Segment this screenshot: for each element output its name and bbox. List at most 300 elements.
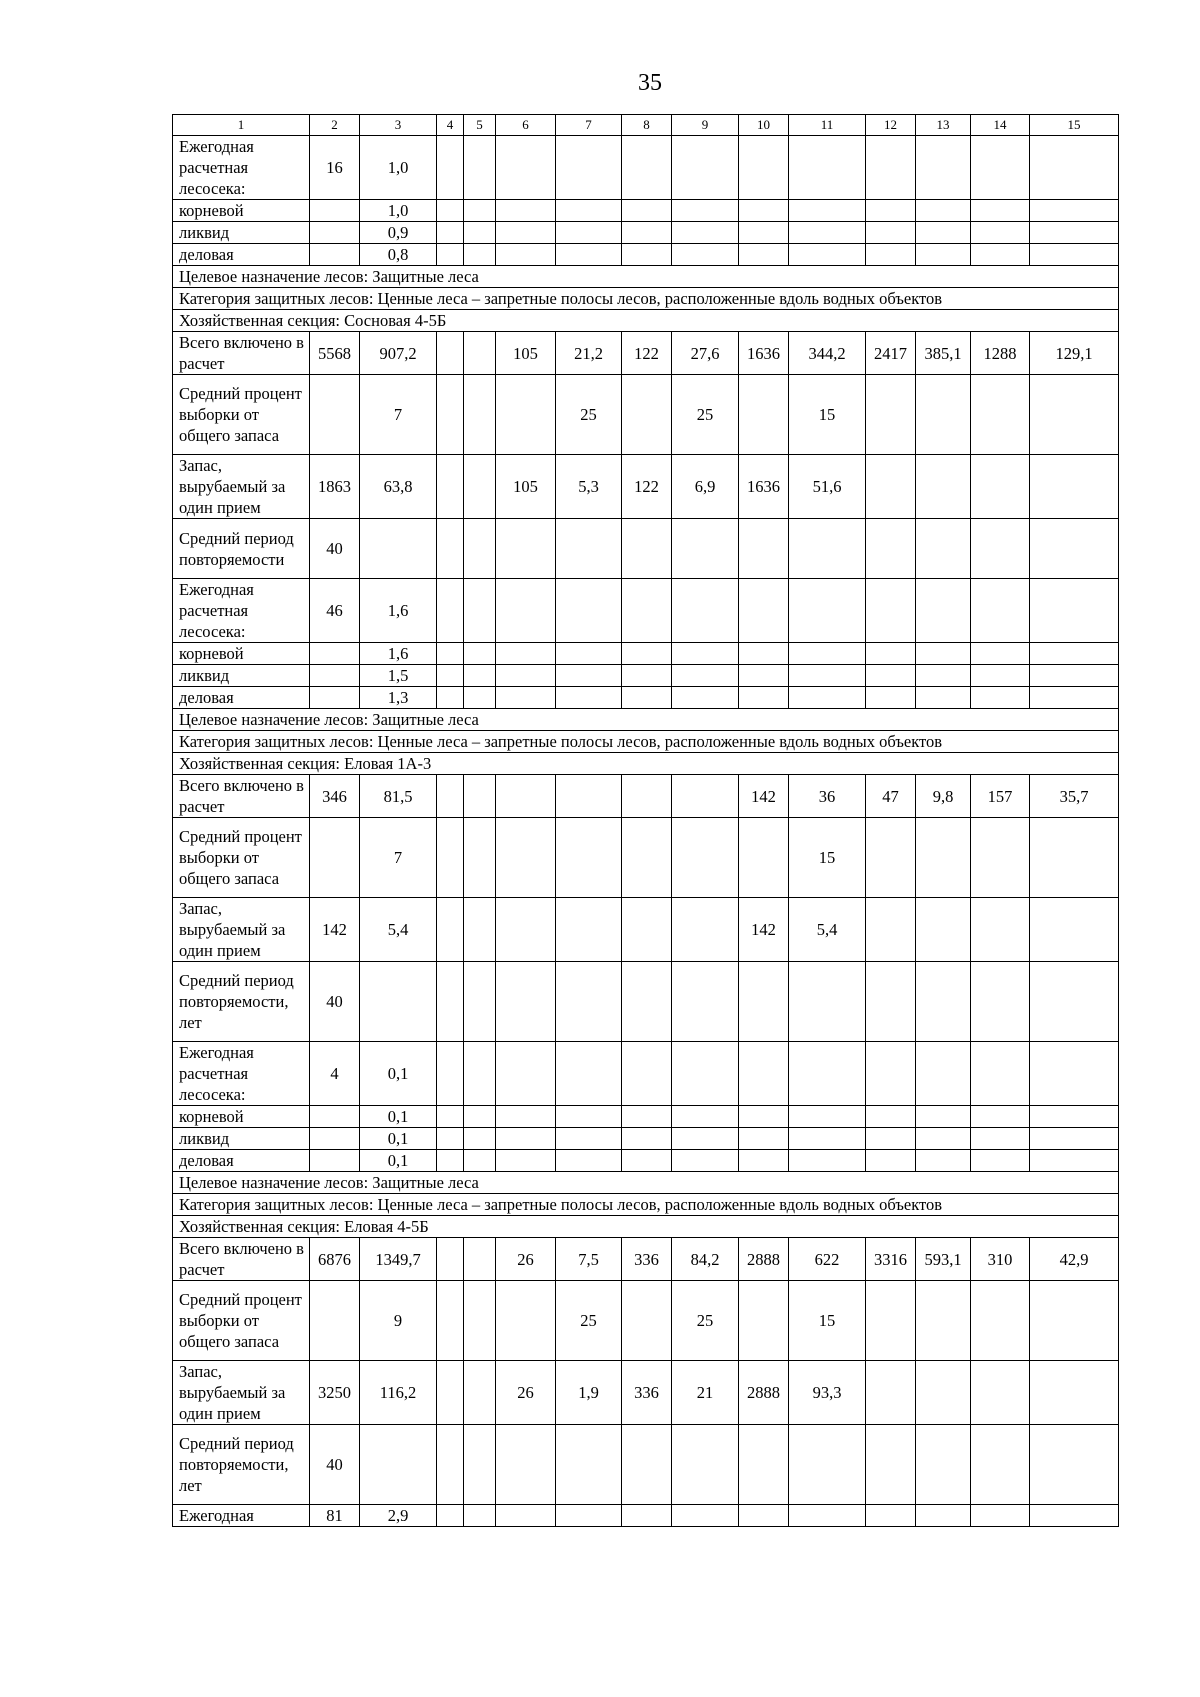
table-row — [173, 455, 1119, 519]
cell-col-2 — [310, 1150, 360, 1172]
cell-col-6: 26 — [496, 1238, 556, 1281]
column-header-15: 15 — [1030, 115, 1119, 136]
cell-col-7 — [556, 687, 622, 709]
table-row — [173, 775, 1119, 818]
cell-col-9 — [672, 643, 739, 665]
column-header-11: 11 — [789, 115, 866, 136]
row-label: Ежегодная расчетная лесосека: — [173, 136, 310, 200]
cell-col-13 — [916, 818, 971, 898]
cell-col-10 — [739, 579, 789, 643]
cell-col-4 — [437, 687, 464, 709]
cell-col-14: 310 — [971, 1238, 1030, 1281]
cell-col-7 — [556, 222, 622, 244]
cell-col-15 — [1030, 1106, 1119, 1128]
table-row — [173, 643, 1119, 665]
cell-col-9 — [672, 1106, 739, 1128]
header-row — [173, 115, 1119, 136]
cell-col-6 — [496, 665, 556, 687]
row-label: деловая — [173, 1150, 310, 1172]
cell-col-3: 116,2 — [360, 1361, 437, 1425]
row-label: Средний процент выборки от общего запаса — [173, 375, 310, 455]
cell-col-2 — [310, 1281, 360, 1361]
cell-col-7 — [556, 1505, 622, 1527]
cell-col-9 — [672, 898, 739, 962]
cell-col-7: 21,2 — [556, 332, 622, 375]
cell-col-9 — [672, 1150, 739, 1172]
section-caption: Целевое назначение лесов: Защитные леса — [173, 709, 1119, 731]
row-label: Ежегодная — [173, 1505, 310, 1527]
cell-col-8 — [622, 1281, 672, 1361]
cell-col-15 — [1030, 1361, 1119, 1425]
cell-col-4 — [437, 244, 464, 266]
cell-col-12 — [866, 1425, 916, 1505]
cell-col-13 — [916, 455, 971, 519]
row-label: корневой — [173, 200, 310, 222]
cell-col-4 — [437, 375, 464, 455]
cell-col-6 — [496, 962, 556, 1042]
cell-col-4 — [437, 200, 464, 222]
cell-col-6 — [496, 579, 556, 643]
table-row — [173, 1281, 1119, 1361]
cell-col-15 — [1030, 375, 1119, 455]
cell-col-8 — [622, 579, 672, 643]
cell-col-5 — [464, 665, 496, 687]
cell-col-8 — [622, 1150, 672, 1172]
cell-col-10 — [739, 1150, 789, 1172]
table-row — [173, 1106, 1119, 1128]
cell-col-15 — [1030, 519, 1119, 579]
section-caption: Хозяйственная секция: Сосновая 4-5Б — [173, 310, 1119, 332]
cell-col-15 — [1030, 136, 1119, 200]
cell-col-5 — [464, 1281, 496, 1361]
cell-col-5 — [464, 643, 496, 665]
cell-col-6 — [496, 1150, 556, 1172]
cell-col-12 — [866, 1505, 916, 1527]
table-row — [173, 1042, 1119, 1106]
cell-col-2: 346 — [310, 775, 360, 818]
table-row — [173, 818, 1119, 898]
row-label: деловая — [173, 244, 310, 266]
cell-col-12 — [866, 818, 916, 898]
cell-col-12 — [866, 136, 916, 200]
column-header-7: 7 — [556, 115, 622, 136]
cell-col-5 — [464, 332, 496, 375]
cell-col-10 — [739, 519, 789, 579]
cell-col-12 — [866, 687, 916, 709]
cell-col-7 — [556, 1042, 622, 1106]
cell-col-14 — [971, 200, 1030, 222]
cell-col-2: 46 — [310, 579, 360, 643]
table-row — [173, 665, 1119, 687]
cell-col-3 — [360, 1425, 437, 1505]
cell-col-13 — [916, 1505, 971, 1527]
cell-col-8 — [622, 222, 672, 244]
cell-col-11 — [789, 222, 866, 244]
cell-col-3: 2,9 — [360, 1505, 437, 1527]
cell-col-5 — [464, 1106, 496, 1128]
table-row — [173, 962, 1119, 1042]
section-row — [173, 709, 1119, 731]
cell-col-7 — [556, 579, 622, 643]
table-row — [173, 1505, 1119, 1527]
cell-col-3: 7 — [360, 375, 437, 455]
column-header-9: 9 — [672, 115, 739, 136]
cell-col-9 — [672, 962, 739, 1042]
cell-col-12 — [866, 1106, 916, 1128]
cell-col-10 — [739, 244, 789, 266]
section-row — [173, 288, 1119, 310]
row-label: Ежегодная расчетная лесосека: — [173, 1042, 310, 1106]
cell-col-8 — [622, 136, 672, 200]
cell-col-2 — [310, 687, 360, 709]
cell-col-7: 1,9 — [556, 1361, 622, 1425]
row-label: Средний период повторяемости, лет — [173, 1425, 310, 1505]
section-row — [173, 731, 1119, 753]
cell-col-2: 40 — [310, 962, 360, 1042]
cell-col-4 — [437, 1128, 464, 1150]
cell-col-2: 6876 — [310, 1238, 360, 1281]
cell-col-11: 622 — [789, 1238, 866, 1281]
cell-col-8 — [622, 665, 672, 687]
cell-col-8 — [622, 244, 672, 266]
cell-col-5 — [464, 775, 496, 818]
cell-col-10: 142 — [739, 775, 789, 818]
cell-col-6 — [496, 1281, 556, 1361]
cell-col-9 — [672, 244, 739, 266]
cell-col-2: 40 — [310, 519, 360, 579]
table-row — [173, 1361, 1119, 1425]
row-label: Запас, вырубаемый за один прием — [173, 455, 310, 519]
cell-col-5 — [464, 244, 496, 266]
cell-col-7 — [556, 818, 622, 898]
cell-col-11 — [789, 665, 866, 687]
cell-col-8 — [622, 818, 672, 898]
cell-col-3: 9 — [360, 1281, 437, 1361]
cell-col-10: 2888 — [739, 1238, 789, 1281]
cell-col-8: 336 — [622, 1238, 672, 1281]
cell-col-2 — [310, 200, 360, 222]
cell-col-10 — [739, 1505, 789, 1527]
cell-col-13 — [916, 136, 971, 200]
cell-col-7: 25 — [556, 1281, 622, 1361]
cell-col-11 — [789, 579, 866, 643]
cell-col-15 — [1030, 687, 1119, 709]
section-row — [173, 1194, 1119, 1216]
cell-col-11 — [789, 1042, 866, 1106]
cell-col-15 — [1030, 200, 1119, 222]
row-label: корневой — [173, 1106, 310, 1128]
cell-col-12 — [866, 519, 916, 579]
cell-col-13 — [916, 962, 971, 1042]
cell-col-14 — [971, 643, 1030, 665]
column-header-14: 14 — [971, 115, 1030, 136]
cell-col-4 — [437, 898, 464, 962]
cell-col-11: 51,6 — [789, 455, 866, 519]
cell-col-7: 5,3 — [556, 455, 622, 519]
cell-col-11 — [789, 200, 866, 222]
cell-col-3: 0,1 — [360, 1128, 437, 1150]
cell-col-3 — [360, 519, 437, 579]
cell-col-11 — [789, 687, 866, 709]
cell-col-4 — [437, 1361, 464, 1425]
section-row — [173, 1172, 1119, 1194]
cell-col-13 — [916, 643, 971, 665]
cell-col-15 — [1030, 1425, 1119, 1505]
cell-col-15 — [1030, 1281, 1119, 1361]
row-label: ликвид — [173, 222, 310, 244]
cell-col-4 — [437, 1042, 464, 1106]
cell-col-9 — [672, 687, 739, 709]
cell-col-5 — [464, 1361, 496, 1425]
page-number: 35 — [638, 70, 662, 96]
section-caption: Хозяйственная секция: Еловая 1А-3 — [173, 753, 1119, 775]
cell-col-4 — [437, 643, 464, 665]
table-row — [173, 332, 1119, 375]
section-row — [173, 266, 1119, 288]
cell-col-13 — [916, 1106, 971, 1128]
cell-col-3 — [360, 962, 437, 1042]
cell-col-5 — [464, 818, 496, 898]
cell-col-11: 15 — [789, 818, 866, 898]
column-header-2: 2 — [310, 115, 360, 136]
cell-col-11 — [789, 1425, 866, 1505]
table-row — [173, 687, 1119, 709]
cell-col-11 — [789, 1106, 866, 1128]
cell-col-14 — [971, 375, 1030, 455]
cell-col-9: 25 — [672, 1281, 739, 1361]
cell-col-13 — [916, 665, 971, 687]
cell-col-2: 142 — [310, 898, 360, 962]
cell-col-12: 47 — [866, 775, 916, 818]
cell-col-3: 1349,7 — [360, 1238, 437, 1281]
cell-col-6 — [496, 1425, 556, 1505]
cell-col-13 — [916, 579, 971, 643]
cell-col-5 — [464, 1150, 496, 1172]
cell-col-15 — [1030, 1505, 1119, 1527]
cell-col-3: 1,6 — [360, 643, 437, 665]
cell-col-5 — [464, 962, 496, 1042]
cell-col-7 — [556, 1128, 622, 1150]
column-header-12: 12 — [866, 115, 916, 136]
cell-col-11 — [789, 1505, 866, 1527]
cell-col-10 — [739, 136, 789, 200]
cell-col-6 — [496, 898, 556, 962]
row-label: Средний период повторяемости — [173, 519, 310, 579]
table-row — [173, 1238, 1119, 1281]
cell-col-10 — [739, 1128, 789, 1150]
cell-col-15 — [1030, 222, 1119, 244]
cell-col-6 — [496, 1505, 556, 1527]
cell-col-14 — [971, 136, 1030, 200]
cell-col-9: 84,2 — [672, 1238, 739, 1281]
cell-col-8 — [622, 687, 672, 709]
cell-col-11: 5,4 — [789, 898, 866, 962]
cell-col-15 — [1030, 1128, 1119, 1150]
section-row — [173, 310, 1119, 332]
cell-col-13 — [916, 1361, 971, 1425]
cell-col-14 — [971, 1361, 1030, 1425]
cell-col-10 — [739, 962, 789, 1042]
cell-col-7: 7,5 — [556, 1238, 622, 1281]
cell-col-6 — [496, 375, 556, 455]
cell-col-15 — [1030, 818, 1119, 898]
cell-col-12 — [866, 665, 916, 687]
column-header-5: 5 — [464, 115, 496, 136]
cell-col-15 — [1030, 962, 1119, 1042]
cell-col-15 — [1030, 579, 1119, 643]
cell-col-10 — [739, 375, 789, 455]
cell-col-2 — [310, 222, 360, 244]
cell-col-14 — [971, 579, 1030, 643]
cell-col-15: 35,7 — [1030, 775, 1119, 818]
table-row — [173, 579, 1119, 643]
cell-col-10 — [739, 222, 789, 244]
cell-col-12 — [866, 200, 916, 222]
cell-col-13 — [916, 1042, 971, 1106]
cell-col-13: 385,1 — [916, 332, 971, 375]
cell-col-10: 2888 — [739, 1361, 789, 1425]
cell-col-2 — [310, 1106, 360, 1128]
cell-col-14 — [971, 818, 1030, 898]
cell-col-4 — [437, 775, 464, 818]
cell-col-3: 1,0 — [360, 200, 437, 222]
cell-col-2: 16 — [310, 136, 360, 200]
column-header-4: 4 — [437, 115, 464, 136]
cell-col-3: 1,6 — [360, 579, 437, 643]
cell-col-10: 1636 — [739, 332, 789, 375]
cell-col-6 — [496, 775, 556, 818]
cell-col-5 — [464, 200, 496, 222]
cell-col-2: 5568 — [310, 332, 360, 375]
cell-col-9 — [672, 1425, 739, 1505]
cell-col-5 — [464, 136, 496, 200]
cell-col-13 — [916, 1150, 971, 1172]
cell-col-11: 344,2 — [789, 332, 866, 375]
cell-col-15 — [1030, 665, 1119, 687]
cell-col-6 — [496, 200, 556, 222]
cell-col-13: 593,1 — [916, 1238, 971, 1281]
cell-col-9: 21 — [672, 1361, 739, 1425]
cell-col-14 — [971, 519, 1030, 579]
column-header-10: 10 — [739, 115, 789, 136]
row-label: Средний процент выборки от общего запаса — [173, 1281, 310, 1361]
cell-col-12: 2417 — [866, 332, 916, 375]
cell-col-7 — [556, 775, 622, 818]
cell-col-11 — [789, 962, 866, 1042]
cell-col-7 — [556, 136, 622, 200]
cell-col-15: 42,9 — [1030, 1238, 1119, 1281]
cell-col-8 — [622, 1106, 672, 1128]
cell-col-5 — [464, 1128, 496, 1150]
cell-col-9 — [672, 579, 739, 643]
column-header-6: 6 — [496, 115, 556, 136]
cell-col-14 — [971, 1505, 1030, 1527]
cell-col-12: 3316 — [866, 1238, 916, 1281]
cell-col-3: 7 — [360, 818, 437, 898]
section-row — [173, 753, 1119, 775]
cell-col-4 — [437, 519, 464, 579]
cell-col-2: 3250 — [310, 1361, 360, 1425]
cell-col-6 — [496, 244, 556, 266]
cell-col-9 — [672, 1128, 739, 1150]
cell-col-15 — [1030, 1042, 1119, 1106]
forest-table — [172, 114, 1119, 1527]
cell-col-3: 907,2 — [360, 332, 437, 375]
cell-col-14: 157 — [971, 775, 1030, 818]
row-label: Запас, вырубаемый за один прием — [173, 1361, 310, 1425]
cell-col-8: 122 — [622, 455, 672, 519]
cell-col-13 — [916, 244, 971, 266]
cell-col-6 — [496, 687, 556, 709]
cell-col-12 — [866, 455, 916, 519]
cell-col-14 — [971, 1281, 1030, 1361]
row-label: деловая — [173, 687, 310, 709]
cell-col-10 — [739, 1281, 789, 1361]
cell-col-3: 1,5 — [360, 665, 437, 687]
cell-col-5 — [464, 1425, 496, 1505]
table-row — [173, 1128, 1119, 1150]
cell-col-6 — [496, 1106, 556, 1128]
cell-col-6: 105 — [496, 455, 556, 519]
cell-col-2 — [310, 665, 360, 687]
cell-col-7 — [556, 519, 622, 579]
cell-col-11 — [789, 1150, 866, 1172]
table-row — [173, 375, 1119, 455]
cell-col-7 — [556, 643, 622, 665]
cell-col-5 — [464, 519, 496, 579]
cell-col-8 — [622, 1425, 672, 1505]
cell-col-13 — [916, 1425, 971, 1505]
cell-col-11: 36 — [789, 775, 866, 818]
cell-col-11 — [789, 519, 866, 579]
cell-col-5 — [464, 1505, 496, 1527]
cell-col-14 — [971, 244, 1030, 266]
cell-col-10 — [739, 1425, 789, 1505]
cell-col-8 — [622, 200, 672, 222]
cell-col-11 — [789, 136, 866, 200]
cell-col-9 — [672, 1042, 739, 1106]
cell-col-15: 129,1 — [1030, 332, 1119, 375]
row-label: Всего включено в расчет — [173, 332, 310, 375]
row-label: Средний период повторяемости, лет — [173, 962, 310, 1042]
cell-col-2 — [310, 643, 360, 665]
cell-col-9 — [672, 136, 739, 200]
column-header-8: 8 — [622, 115, 672, 136]
row-label: Всего включено в расчет — [173, 775, 310, 818]
cell-col-7: 25 — [556, 375, 622, 455]
row-label: ликвид — [173, 665, 310, 687]
cell-col-4 — [437, 332, 464, 375]
cell-col-12 — [866, 222, 916, 244]
cell-col-4 — [437, 1150, 464, 1172]
section-row — [173, 1216, 1119, 1238]
column-header-13: 13 — [916, 115, 971, 136]
table-row — [173, 200, 1119, 222]
cell-col-12 — [866, 1361, 916, 1425]
cell-col-4 — [437, 222, 464, 244]
cell-col-5 — [464, 455, 496, 519]
cell-col-13 — [916, 1281, 971, 1361]
cell-col-14 — [971, 687, 1030, 709]
table-row — [173, 519, 1119, 579]
row-label: Всего включено в расчет — [173, 1238, 310, 1281]
table-row — [173, 898, 1119, 962]
cell-col-7 — [556, 244, 622, 266]
cell-col-13 — [916, 1128, 971, 1150]
row-label: корневой — [173, 643, 310, 665]
cell-col-13 — [916, 375, 971, 455]
cell-col-7 — [556, 1425, 622, 1505]
